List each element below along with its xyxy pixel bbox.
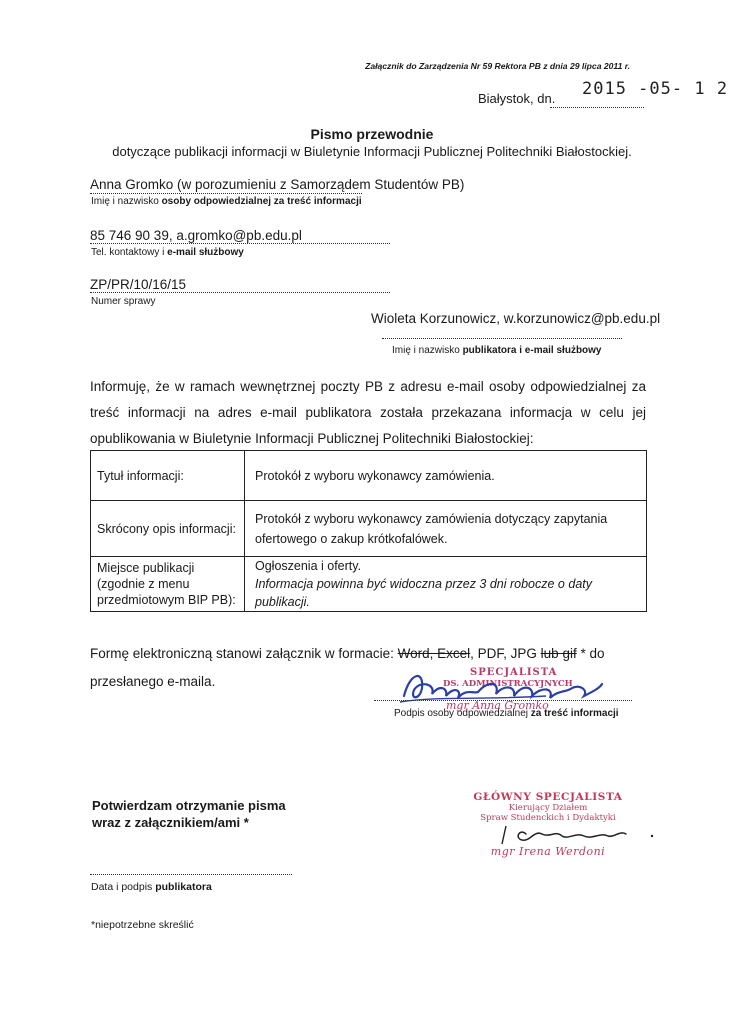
contact-label: Tel. kontaktowy i e-mail służbowy — [91, 247, 244, 258]
format-paragraph: Formę elektroniczną stanowi załącznik w formacie: Word, Excel, PDF, JPG lub gif * do przesłanego e-maila. — [90, 646, 605, 689]
signature-dotted-line — [374, 700, 632, 701]
contact-value: 85 746 90 39, a.gromko@pb.edu.pl — [90, 228, 302, 243]
contact-dotted-line — [90, 243, 390, 244]
red-stamp: GŁÓWNY SPECJALISTA Kierujący Działem Spraw Studenckich i Dydaktyki mgr Irena Werdoni — [473, 791, 623, 858]
responsible-person-value: Anna Gromko (w porozumieniu z Samorządem Studentów PB) — [90, 177, 465, 192]
date-stamp: 2015 -05- 1 2 — [582, 79, 729, 99]
publisher-signature-label: Data i podpis publikatora — [91, 881, 212, 893]
stamp-specialist-line: SPECJALISTA — [470, 667, 558, 678]
struck-format-gif: lub gif — [540, 646, 577, 661]
signature-image — [396, 666, 606, 710]
stamp-name: mgr Anna Gromko — [446, 699, 549, 712]
place-date-prefix: Białystok, dn. — [478, 91, 556, 106]
attachment-note: Załącznik do Zarządzenia Nr 59 Rektora PB z dnia 29 lipca 2011 r. — [365, 61, 630, 71]
table-row — [91, 557, 647, 612]
table-row — [91, 501, 647, 557]
responsible-dotted-line — [90, 193, 362, 194]
document-subtitle: dotyczące publikacji informacji w Biuletynie Informacji Publicznej Politechniki Białostockiej. — [112, 144, 632, 159]
receipt-confirmation: Potwierdzam otrzymanie pisma wraz z załącznikiem/ami * — [92, 798, 286, 830]
struck-formats: Word, Excel — [397, 646, 471, 661]
publisher-label: Imię i nazwisko publikatora i e-mail służbowy — [392, 345, 602, 356]
information-table — [90, 450, 647, 612]
location-value: Ogłoszenia i oferty. — [255, 559, 362, 573]
description-label-cell: Skrócony opis informacji: — [91, 501, 245, 557]
location-label-cell: Miejsce publikacji (zgodnie z menu przedmiotowym BIP PB): — [91, 557, 245, 612]
case-number-label: Numer sprawy — [91, 296, 156, 307]
footnote: *niepotrzebne skreślić — [91, 919, 194, 931]
case-number-dotted-line — [90, 292, 390, 293]
publisher-signature-line — [90, 874, 292, 875]
visibility-note: Informacja powinna być widoczna przez 3 dni robocze o daty publikacji. — [255, 577, 592, 609]
document-title: Pismo przewodnie — [310, 126, 434, 142]
stamp-admin-line: DS. ADMINISTRACYJNYCH — [443, 679, 573, 689]
intro-paragraph: Informuję, że w ramach wewnętrznej poczty PB z adresu e-mail osoby odpowiedzialnej za treść informacji na adres e-mail publikatora została przekazana informacja w celu jej opublikowania w Biuletynie Informacji Publicznej Politechniki Białostockiej: — [90, 379, 646, 446]
responsible-person-label: Imię i nazwisko osoby odpowiedzialnej za treść informacji — [91, 196, 362, 207]
second-signature-image — [496, 820, 666, 850]
case-number-value: ZP/PR/10/16/15 — [90, 277, 187, 292]
publisher-dotted-line — [382, 338, 622, 339]
publisher-value: Wioleta Korzunowicz, w.korzunowicz@pb.edu.pl — [371, 311, 661, 326]
date-dotted-line — [550, 107, 644, 108]
location-value-cell — [245, 557, 647, 612]
table-row — [91, 451, 647, 501]
description-value-cell: Protokół z wyboru wykonawcy zamówienia dotyczący zapytania ofertowego o zakup krótkofalówek. — [245, 501, 647, 557]
title-label-cell: Tytuł informacji: — [91, 451, 245, 501]
signature-label: Podpis osoby odpowiedzialnej za treść informacji — [394, 708, 619, 719]
title-value-cell: Protokół z wyboru wykonawcy zamówienia. — [245, 451, 647, 501]
